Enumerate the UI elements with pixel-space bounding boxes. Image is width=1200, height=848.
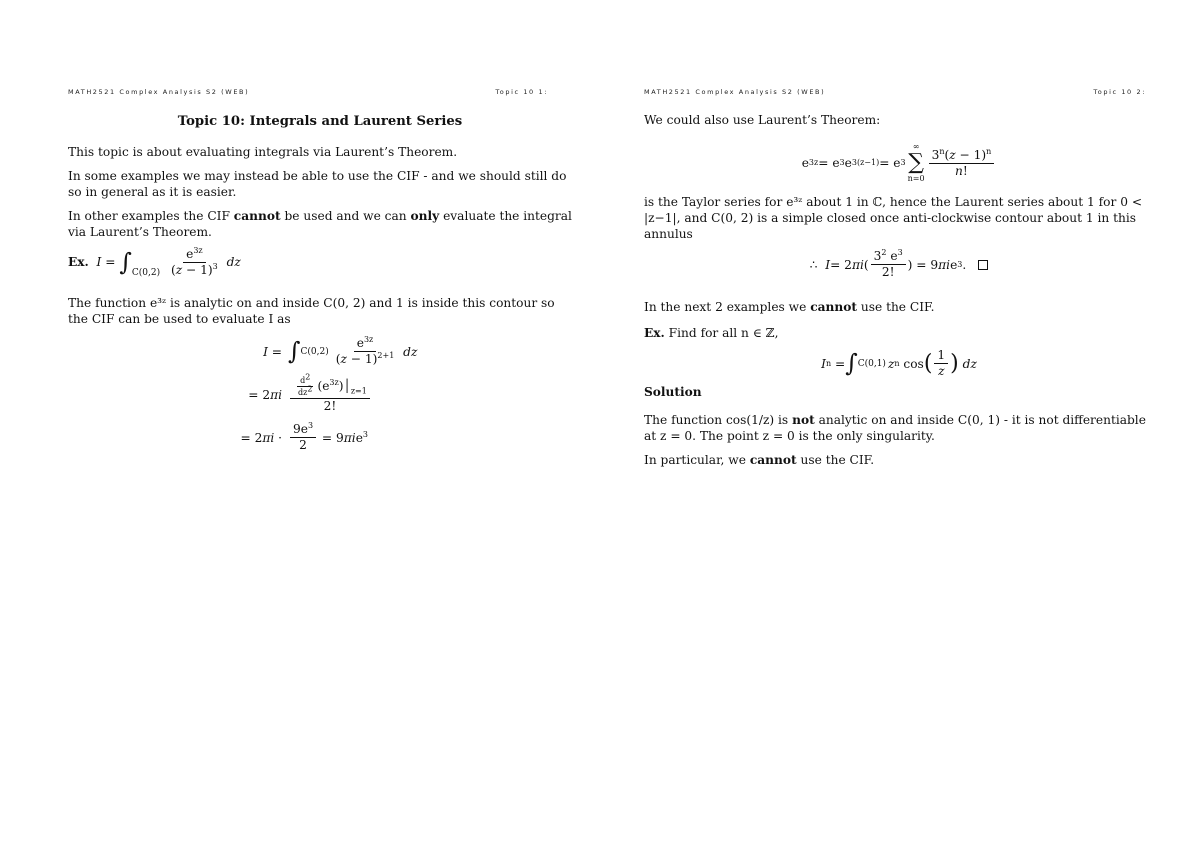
paragraph-cif-note: In some examples we may instead be able to use the CIF - and we should still do so in general as it is easier. xyxy=(68,169,567,199)
paragraph-laurent-intro: We could also use Laurent’s Theorem: xyxy=(644,113,881,127)
paragraph-laurent-only: In other examples the CIF cannot be used and we can only evaluate the integral via Laurent’s Theorem. xyxy=(68,209,572,239)
example-integral-n: I n = ∫ C(0,1) z n cos ( $\frac{1}{z}$ ) dz xyxy=(821,348,977,378)
laurent-result: ∴ I = 2 πi ( $\frac{3^2 e^3}{2!}$ ) = 9 πi e 3 . xyxy=(644,250,1154,279)
paragraph-not-analytic: The function cos(1/z) is not analytic on and inside C(0, 1) - it is not differentiable at z = 0. The point z = 0 is the only singularity. xyxy=(644,413,1146,443)
page-1-content xyxy=(68,112,572,456)
topic-page-number: Topic 10 2: xyxy=(1093,88,1146,96)
paragraph-taylor-series: is the Taylor series for e³ᶻ about 1 in ℂ, hence the Laurent series about 1 for 0 < |z−1|, and C(0, 2) is a simple closed once anti-clockwise contour about 1 in this annulus xyxy=(644,195,1143,241)
qed-symbol xyxy=(978,260,988,270)
paragraph-analytic: The function e³ᶻ is analytic on and inside C(0, 2) and 1 is inside this contour so the CIF can be used to evaluate I as xyxy=(68,296,555,326)
page-title: Topic 10: Integrals and Laurent Series xyxy=(177,114,463,129)
solution-heading: Solution xyxy=(644,385,702,399)
paragraph-cannot-use-cif: In particular, we cannot use the CIF. xyxy=(644,453,875,467)
page-2 xyxy=(600,0,1200,848)
page-header xyxy=(68,88,548,96)
taylor-series-equation: e 3z = e 3 e 3(z−1) = e 3 ∞ ∑ n=0 $\frac{3^n(z - 1)^n}{n!}$ xyxy=(644,142,1154,184)
course-header: MATH2521 Complex Analysis S2 (WEB) xyxy=(68,88,250,96)
example-integral: Ex. $I = \int_{C(0,2)}$ $\frac{e^{3z}}{(z - 1)^3}$ dz xyxy=(68,245,241,278)
topic-page-number: Topic 10 1: xyxy=(495,88,548,96)
paragraph-intro: This topic is about evaluating integrals via Laurent’s Theorem. xyxy=(68,145,458,159)
cif-evaluation: I = ∫ C(0,2) $\frac{e^{3z}}{(z - 1)^{2+1}}$ dz = 2πi $\frac{d^2}{dz^2}$ $(e^{3z})│_{z=1}$ 2! = 2πi · $\frac{9e^3}{2}$ = 9πie$^3$ xyxy=(240,334,418,452)
paragraph-next-examples: In the next 2 examples we cannot use the CIF. xyxy=(644,300,935,314)
example-statement: Ex. Find for all n ∈ ℤ, xyxy=(644,326,779,340)
page-2-content xyxy=(644,112,1154,476)
course-header: MATH2521 Complex Analysis S2 (WEB) xyxy=(644,88,826,96)
page-header xyxy=(644,88,1146,96)
